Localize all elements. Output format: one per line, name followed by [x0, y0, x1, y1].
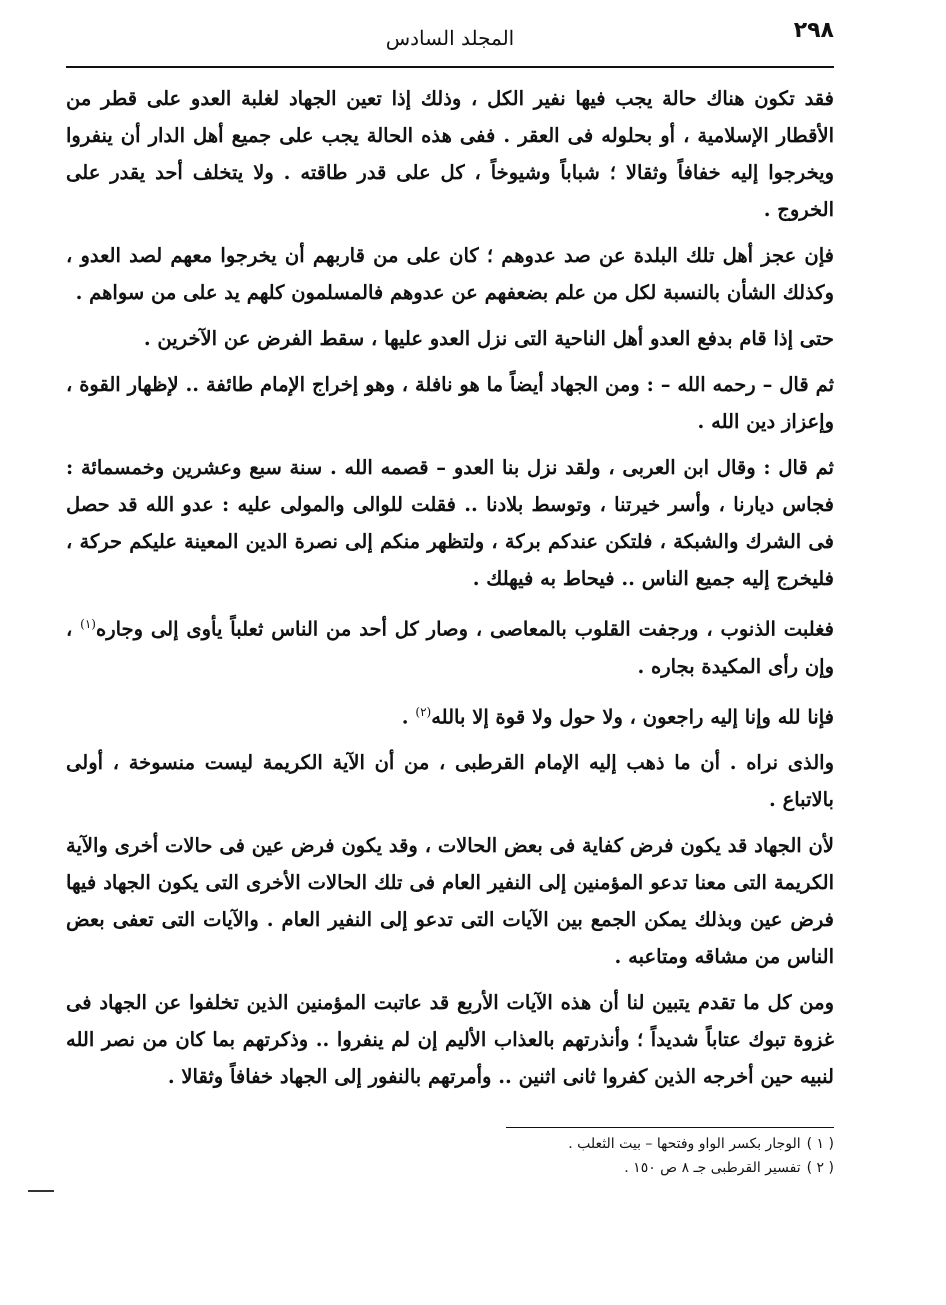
paragraph-3: [66, 320, 834, 357]
paragraph-text-continued: ، وإن رأى المكيدة بجاره .: [66, 617, 834, 678]
footnote-number: ( ١ ): [806, 1136, 834, 1152]
footnote-divider: [506, 1127, 834, 1128]
scan-artifact-mark: [28, 1190, 54, 1192]
paragraph-2: [66, 237, 834, 311]
paragraph-10: [66, 984, 834, 1095]
body-text: [66, 80, 834, 1104]
paragraph-8: [66, 744, 834, 818]
paragraph-text: ثم قال – رحمه الله – : ومن الجهاد أيضاً ما هو نافلة ، وهو إخراج الإمام طائفة .. لإظهار القوة ، وإعزاز دين الله .: [66, 373, 834, 433]
paragraph-text: فإنا لله وإنا إليه راجعون ، ولا حول ولا قوة إلا بالله: [431, 705, 834, 728]
paragraph-text: والذى نراه . أن ما ذهب إليه الإمام القرطبى ، من أن الآية الكريمة ليست منسوخة ، أولى بالاتباع .: [66, 751, 834, 811]
paragraph-text: فإن عجز أهل تلك البلدة عن صد عدوهم ؛ كان على من قاربهم أن يخرجوا معهم لصد العدو ، وكذلك الشأن بالنسبة لكل من علم بضعفهم عن عدوهم فالمسلمون كلهم يد على من سواهم .: [66, 244, 834, 304]
page-header: [66, 14, 834, 68]
paragraph-4: [66, 366, 834, 440]
paragraph-text: لأن الجهاد قد يكون فرض كفاية فى بعض الحالات ، وقد يكون فرض عين فى حالات أخرى والآية الكريمة التى معنا تدعو المؤمنين إلى النفير العام فى تلك الحالات الأخرى التى يكون الجهاد فيها فرض عين وبذلك يمكن الجمع بين الآيات التى تدعو إلى النفير العام . والآيات التى تعفى بعض الناس من مشاقه ومتاعبه .: [66, 834, 834, 968]
footnote-number: ( ٢ ): [806, 1160, 834, 1176]
paragraph-text: فغلبت الذنوب ، ورجفت القلوب بالمعاصى ، وصار كل أحد من الناس ثعلباً يأوى إلى وجاره: [95, 617, 834, 641]
footnote-1: [434, 1132, 834, 1156]
paragraph-text-continued: .: [401, 705, 416, 728]
running-title: المجلد السادس: [385, 26, 515, 50]
footnote-text: تفسير القرطبى جـ ٨ ص ١٥٠ .: [624, 1160, 801, 1176]
paragraph-text: ومن كل ما تقدم يتبين لنا أن هذه الآيات الأربع قد عاتبت المؤمنين الذين تخلفوا عن الجهاد فى غزوة تبوك عتاباً شديداً ؛ وأنذرتهم بالعذاب الأليم إن لم ينفروا .. وذكرتهم بما كان من نصر الله لنبيه حين أخرجه الذين كفروا ثانى اثنين .. وأمرتهم بالنفور إلى الجهاد خفافاً وثقالا .: [66, 991, 834, 1088]
paragraph-9: [66, 827, 834, 975]
paragraph-7: [66, 694, 834, 736]
page-number: ٢٩٨: [793, 18, 834, 43]
footnote-ref-2[interactable]: (٢): [415, 704, 432, 719]
paragraph-text: ثم قال : وقال ابن العربى ، ولقد نزل بنا العدو – قصمه الله . سنة سبع وعشرين وخمسمائة : فجاس ديارنا ، وأسر خيرتنا ، وتوسط بلادنا .. فقلت للوالى والمولى عليه : عدو الله قد حصل فى الشرك والشبكة ، فلتكن عندكم بركة ، ولتظهر منكم إلى نصرة الدين المعينة عليكم حركة ، فليخرج إليه جميع الناس .. فيحاط به فيهلك .: [66, 456, 834, 590]
footnote-2: [434, 1156, 834, 1180]
paragraph-5: [66, 449, 834, 597]
paragraph-text: حتى إذا قام بدفع العدو أهل الناحية التى نزل العدو عليها ، سقط الفرض عن الآخرين .: [143, 327, 834, 350]
paragraph-text: فقد تكون هناك حالة يجب فيها نفير الكل ، وذلك إذا تعين الجهاد لغلبة العدو على قطر من الأقطار الإسلامية ، أو بحلوله فى العقر . ففى هذه الحالة يجب على جميع أهل الدار أن ينفروا ويخرجوا إليه خفافاً وثقالا ؛ شباباً وشيوخاً ، كل على قدر طاقته . ولا يتخلف أحد يقدر على الخروج .: [66, 87, 834, 221]
footnotes: [434, 1132, 834, 1180]
footnote-text: الوجار بكسر الواو وفتحها – بيت الثعلب .: [568, 1136, 801, 1152]
footnote-ref-1[interactable]: (١): [80, 617, 96, 631]
paragraph-1: [66, 80, 834, 228]
paragraph-6: [66, 606, 834, 685]
